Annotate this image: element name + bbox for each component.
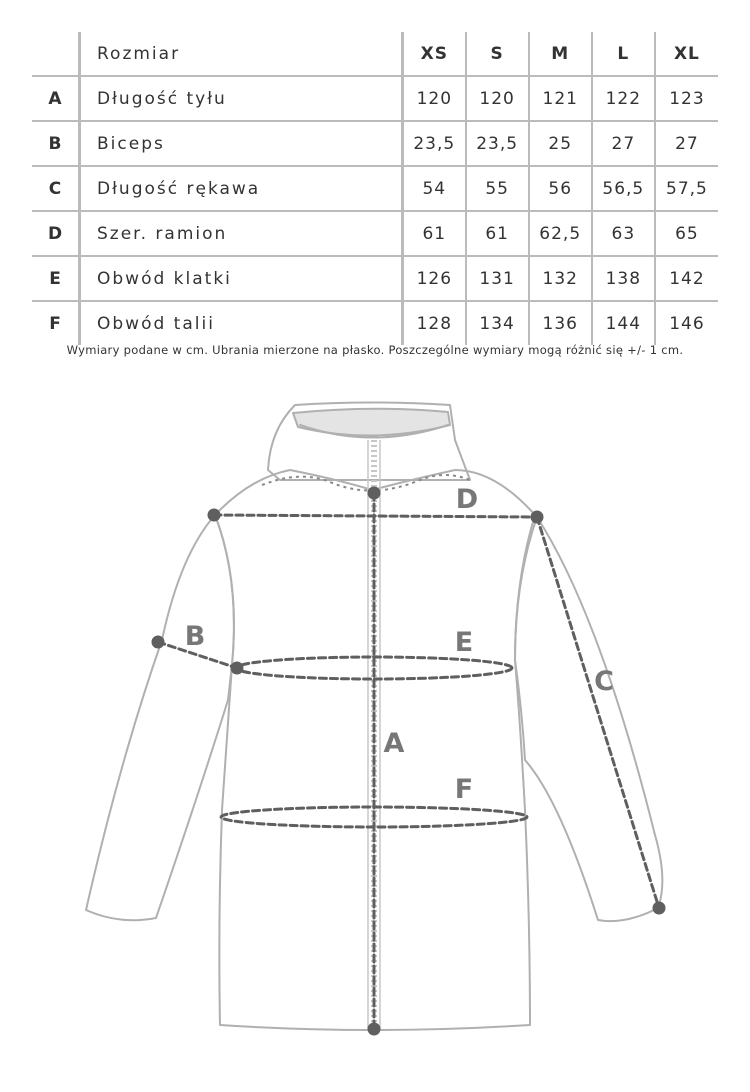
measurement-lines	[158, 493, 659, 1029]
row-value: 120	[416, 88, 453, 109]
point-c-end	[653, 902, 666, 915]
row-key: F	[49, 313, 61, 334]
row-value: 138	[592, 256, 655, 301]
point-a-top	[368, 487, 381, 500]
row-label: Biceps	[80, 121, 403, 166]
label-d: D	[455, 484, 479, 515]
row-value: 63	[592, 211, 655, 256]
row-value: 54	[422, 178, 447, 199]
row-value: 131	[466, 256, 529, 301]
row-value: 61	[466, 211, 529, 256]
row-value: 23,5	[466, 121, 529, 166]
row-value: 25	[529, 121, 592, 166]
label-a: A	[383, 728, 405, 759]
point-d-left	[208, 509, 221, 522]
size-header-l: L	[592, 32, 655, 76]
row-label: Długość rękawa	[80, 166, 403, 211]
point-b-inner	[231, 662, 244, 675]
point-b-outer	[152, 636, 165, 649]
row-value: 123	[655, 76, 718, 121]
row-label: Długość tyłu	[80, 76, 403, 121]
row-label: Obwód klatki	[80, 256, 403, 301]
row-value: 57,5	[655, 166, 718, 211]
row-value: 55	[466, 166, 529, 211]
left-sleeve-outline	[86, 515, 234, 920]
row-value: 62,5	[529, 211, 592, 256]
row-value: 61	[422, 223, 447, 244]
row-value: 122	[592, 76, 655, 121]
row-value: 128	[416, 313, 453, 334]
label-c: C	[594, 666, 614, 697]
row-key: E	[49, 268, 61, 289]
row-value: 56,5	[592, 166, 655, 211]
row-value: 23,5	[413, 133, 456, 154]
row-key: C	[48, 178, 62, 199]
point-d-right	[531, 511, 544, 524]
row-value: 142	[655, 256, 718, 301]
row-label: Szer. ramion	[80, 211, 403, 256]
size-header-m: M	[529, 32, 592, 76]
row-value: 126	[416, 268, 453, 289]
row-label: Obwód talii	[80, 301, 403, 345]
right-sleeve-outline	[515, 517, 662, 921]
row-value: 146	[655, 301, 718, 345]
row-value: 27	[592, 121, 655, 166]
size-header-xs: XS	[420, 43, 448, 64]
row-value: 136	[529, 301, 592, 345]
size-header-s: S	[466, 32, 529, 76]
size-header-xl: XL	[655, 32, 718, 76]
row-value: 132	[529, 256, 592, 301]
row-value: 144	[592, 301, 655, 345]
label-b: B	[184, 621, 206, 652]
label-f: F	[454, 774, 474, 805]
measure-line-c	[537, 517, 659, 908]
row-key: D	[47, 223, 63, 244]
row-value: 27	[655, 121, 718, 166]
measure-line-d	[214, 515, 537, 517]
measurement-note: Wymiary podane w cm. Ubrania mierzone na płasko. Poszczególne wymiary mogą różnić się +/- 1 cm.	[66, 343, 684, 357]
row-key: B	[48, 133, 62, 154]
row-value: 56	[529, 166, 592, 211]
row-value: 121	[529, 76, 592, 121]
point-a-bottom	[368, 1023, 381, 1036]
row-key: A	[48, 88, 62, 109]
label-e: E	[454, 627, 474, 658]
row-value: 134	[466, 301, 529, 345]
size-header-label: Rozmiar	[80, 32, 403, 76]
row-value: 120	[466, 76, 529, 121]
row-value: 65	[655, 211, 718, 256]
